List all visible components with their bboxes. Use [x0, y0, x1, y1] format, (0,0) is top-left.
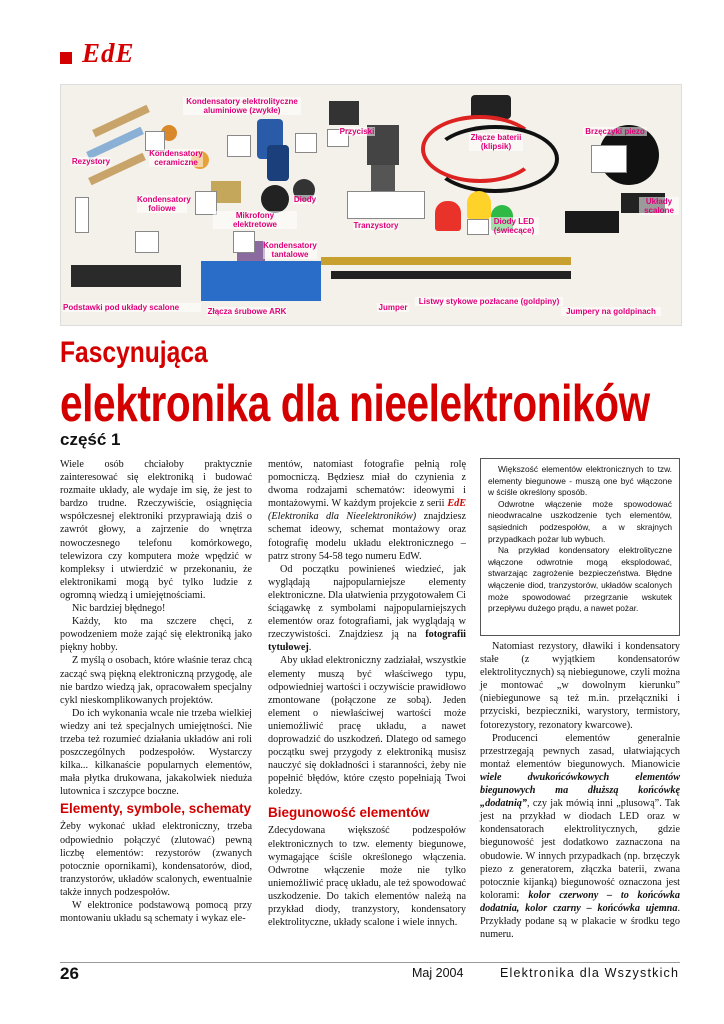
header-logo: EdE [82, 38, 135, 68]
text-run: znajdziesz schemat ideowy, schemat montażowy oraz fotografię modelu układu elektronicznego – patrz strony 54-58 tego numeru EdW. [268, 511, 467, 562]
paragraph: Nic bardziej błędnego! [72, 603, 166, 615]
footer-divider [60, 962, 680, 963]
label-ic-sockets: Podstawki pod układy scalone [63, 303, 201, 312]
label-goldpin-jumpers: Jumpery na goldpinach [561, 307, 661, 316]
goldpin-strip-illustration [321, 257, 571, 265]
paragraph: Natomiast rezystory, dławiki i kondensatory stałe (z wyjątkiem kondensatorów elektrolitycznych) są niebiegunowe, czyli można je montować „w dowolnym kierunku” (niebiegunowe są też m.in. przełączniki i przyciski, bezpieczniki, warystory, termistory, fotorezystory, rezonatory kwarcowe). [480, 641, 680, 731]
paragraph: Do ich wykonania wcale nie trzeba wielkiej wiedzy ani też specjalnych umiejętności. Nie trzeba też rozumieć działania układów ani roli poszczególnych podzespołów. Wystarczy kilka... kilkanaście popularnych elementów, mała płytka drukowana, jakakolwiek nieduża lutownica i szczypce boczne. [60, 707, 252, 798]
box-paragraph: Na przykład kondensatory elektrolityczne włączone odwrotnie mogą eksplodować, stwarzając zagrożenie bezpieczeństwa. Błędne włączenie diod, tranzystorów, układów scalonych może spowodować przegrzanie wskutek przepływu dużego prądu, a nawet pożar. [488, 545, 672, 614]
ede-inline-logo: EdE [447, 498, 466, 510]
issue-date: Maj 2004 [412, 966, 464, 980]
section-heading: Biegunowość elementów [268, 805, 430, 821]
column-3 [480, 640, 680, 941]
transistor-symbols [347, 191, 425, 219]
label-led-diodes: Diody LED (świecące) [489, 217, 539, 235]
paragraph: Żeby wykonać układ elektroniczny, trzeba odpowiednio połączyć (zlutować) pewną liczbę elementów: rezystorów (zwanych potocznie opornikami), kondensatorów, diod, tranzystorów, układów scalonych, ewentualnie także innych podzespołów. [60, 821, 252, 898]
label-buttons: Przyciski [339, 127, 375, 136]
led-symbol [467, 219, 489, 235]
label-microphones: Mikrofony elektretowe [213, 211, 297, 229]
film-capacitor-symbol [135, 231, 159, 253]
label-resistors: Rezystory [71, 157, 111, 166]
led-illustration [435, 201, 461, 231]
text-run: Producenci elementów generalnie przestrzegają pewnych zasad, ułatwiających montaż elementów biegunowych. Mianowicie [480, 732, 680, 770]
text-run: Od początku powinieneś wiedzieć, jak wyglądają najpopularniejsze elementy elektroniczne. Dla ułatwienia przygotowałem Ci ściągawkę z symbolami najpopularniejszych elementów oraz fotografiami, jak wyglądają w rzeczywistości. Znajdziesz ją na [268, 563, 466, 641]
page-number: 26 [60, 964, 79, 983]
tantalum-symbol [233, 231, 255, 253]
column-2 [268, 458, 466, 929]
section-heading: Elementy, symbole, schematy [60, 801, 252, 817]
title-photo [60, 84, 682, 326]
box-paragraph: Większość elementów elektronicznych to tzw. elementy biegunowe - muszą one być włączone w ściśle określony sposób. [488, 464, 672, 498]
label-jumper: Jumper [378, 303, 408, 312]
label-transistors: Tranzystory [353, 221, 399, 230]
electrolytic-symbol [227, 135, 251, 157]
resistor-symbol [75, 197, 89, 233]
ark-connector-illustration [201, 261, 321, 301]
title-line1: Fascynująca [60, 336, 208, 369]
paragraph [268, 563, 466, 655]
microphone-illustration [261, 185, 289, 213]
label-battery-clip: Złącze baterii (klipsik) [470, 133, 522, 151]
led-illustration [467, 191, 491, 219]
paragraph: Aby układ elektroniczny zadziałał, wszystkie elementy muszą być właściwego typu, odpowiedniej wartości i oczywiście prawidłowo zmontowane (połączone ze sobą). Jeden element o niewłaściwej wartości może uniemożliwić pracę układu, a nawet doprowadzić do uszkodzeń. Dlatego od samego początku swej przygody z elektroniką musisz nauczyć się dokładności i staranności, żeby nie popełnić błędów, które często popełniają Twoi koledzy. [268, 655, 466, 798]
label-ark-connectors: Złącza śrubowe ARK [207, 307, 287, 316]
title-part: część 1 [60, 430, 121, 449]
paragraph [268, 458, 466, 563]
header-red-square [60, 52, 72, 64]
label-ceramic-capacitors: Kondensatory ceramiczne [149, 149, 203, 167]
paragraph: Każdy, kto ma szczere chęci, z powodzeniem może zająć się elektroniką jako piękny hobby. [60, 616, 252, 654]
label-goldpin-strips: Listwy stykowe pozłacane (goldpiny) [415, 297, 563, 306]
text-run: mentów, natomiast fotografie pełnią rolę pomocniczą. Będziesz miał do czynienia z dwoma rodzajami schematów: ideowymi i montażowymi. W każdym projekcie z serii [268, 459, 466, 510]
title-line2: elektronika dla nieelektroników [60, 375, 650, 433]
goldpin-strip-illustration [331, 271, 571, 279]
text-run: , czy jak mówią inni „plusową”. Tak jest na przykład w diodach LED oraz w kondensatorach elektrolitycznych, gdzie biegunowość jest dodatkowo zaznaczona na obudowie. W innych przypadkach (np. brzęczyk piezo z generatorem, złączka baterii, zwana potocznie kijanką) biegunowość oznaczona jest kolorami: [480, 798, 680, 901]
bold-italic-run: kolor czerwony – to końcówka dodatnia, kolor czarny – końcówka ujemna [480, 889, 680, 914]
paragraph: W elektronice podstawową pomocą przy montowaniu układu są schematy i wykaz ele- [60, 900, 252, 925]
paragraph: Zdecydowana większość podzespołów elektronicznych to tzw. elementy biegunowe, wymagające ściśle określonego włączenia. Odwrotne włączenie może nie tylko uniemożliwić pracę układu, ale też spowodować uszkodzenie. Do takich elementów należą na przykład diody, tranzystory, kondensatory elektrolityczne, układy scalone i wiele innych. [268, 825, 466, 929]
warning-box [480, 458, 680, 636]
label-integrated-circuits: Układy scalone [639, 197, 679, 215]
label-diodes: Diody [293, 195, 317, 204]
magazine-name: Elektronika dla Wszystkich [500, 966, 680, 980]
buzzer-symbol [591, 145, 627, 173]
capacitor-illustration [267, 145, 289, 181]
ic-socket-illustration [71, 265, 181, 287]
label-tantalum-capacitors: Kondensatory tantalowe [263, 241, 317, 259]
label-electrolytic-aluminum: Kondensatory elektrolityczne aluminiowe (zwykłe) [183, 97, 301, 115]
italic-run: (Elektronika dla Nieelektroników) [268, 511, 417, 523]
box-paragraph: Odwrotne włączenie może spowodować nieodwracalne uszkodzenie tych elementów, sąsiednich podzespołów, a w skrajnych przypadkach pożar lub wybuch. [488, 498, 672, 544]
label-film-capacitors: Kondensatory foliowe [137, 195, 191, 213]
bold-italic-run: wiele dwukońcówkowych elementów biegunowych ma dłuższą końcówkę „dodatnią” [480, 771, 680, 810]
button-illustration [329, 101, 359, 125]
paragraph [480, 732, 680, 942]
paragraph: Wiele osób chciałoby praktycznie zainteresować się elektroniką i budować rozmaite układy, ale wydaje im się, że jest to bardzo trudne. Rzeczywiście, osiągnięcia współczesnej elektroniki przyprawiają dziś o zawrót głowy, a zajrzenie do wnętrza nowoczesnego telefonu komórkowego, telewizora czy komputera może wpędzić w kompleksy i utwierdzić w przekonaniu, że elektronikami mogą być tylko ludzie z ogromną wiedzą i umiejętnościami. [60, 459, 252, 601]
text-run: . [308, 642, 312, 654]
column-1 [60, 458, 252, 925]
paragraph: Z myślą o osobach, które właśnie teraz chcą zacząć swą piękną elektroniczną przygodę, ale nie bardzo wiedzą jak, opracowałem specjalny cykl nieskomplikowanych projektów. [60, 655, 252, 706]
diode-symbol [295, 133, 317, 153]
label-piezo-buzzers: Brzęczyki piezo [583, 127, 647, 136]
text-run: . Przykłady podane są w plakacie w środku tego numeru. [480, 902, 680, 941]
bold-run: fotografii tytułowej [268, 629, 467, 654]
ic-illustration [565, 211, 619, 233]
transistor-illustration [371, 165, 395, 193]
capacitor-symbol [145, 131, 165, 151]
